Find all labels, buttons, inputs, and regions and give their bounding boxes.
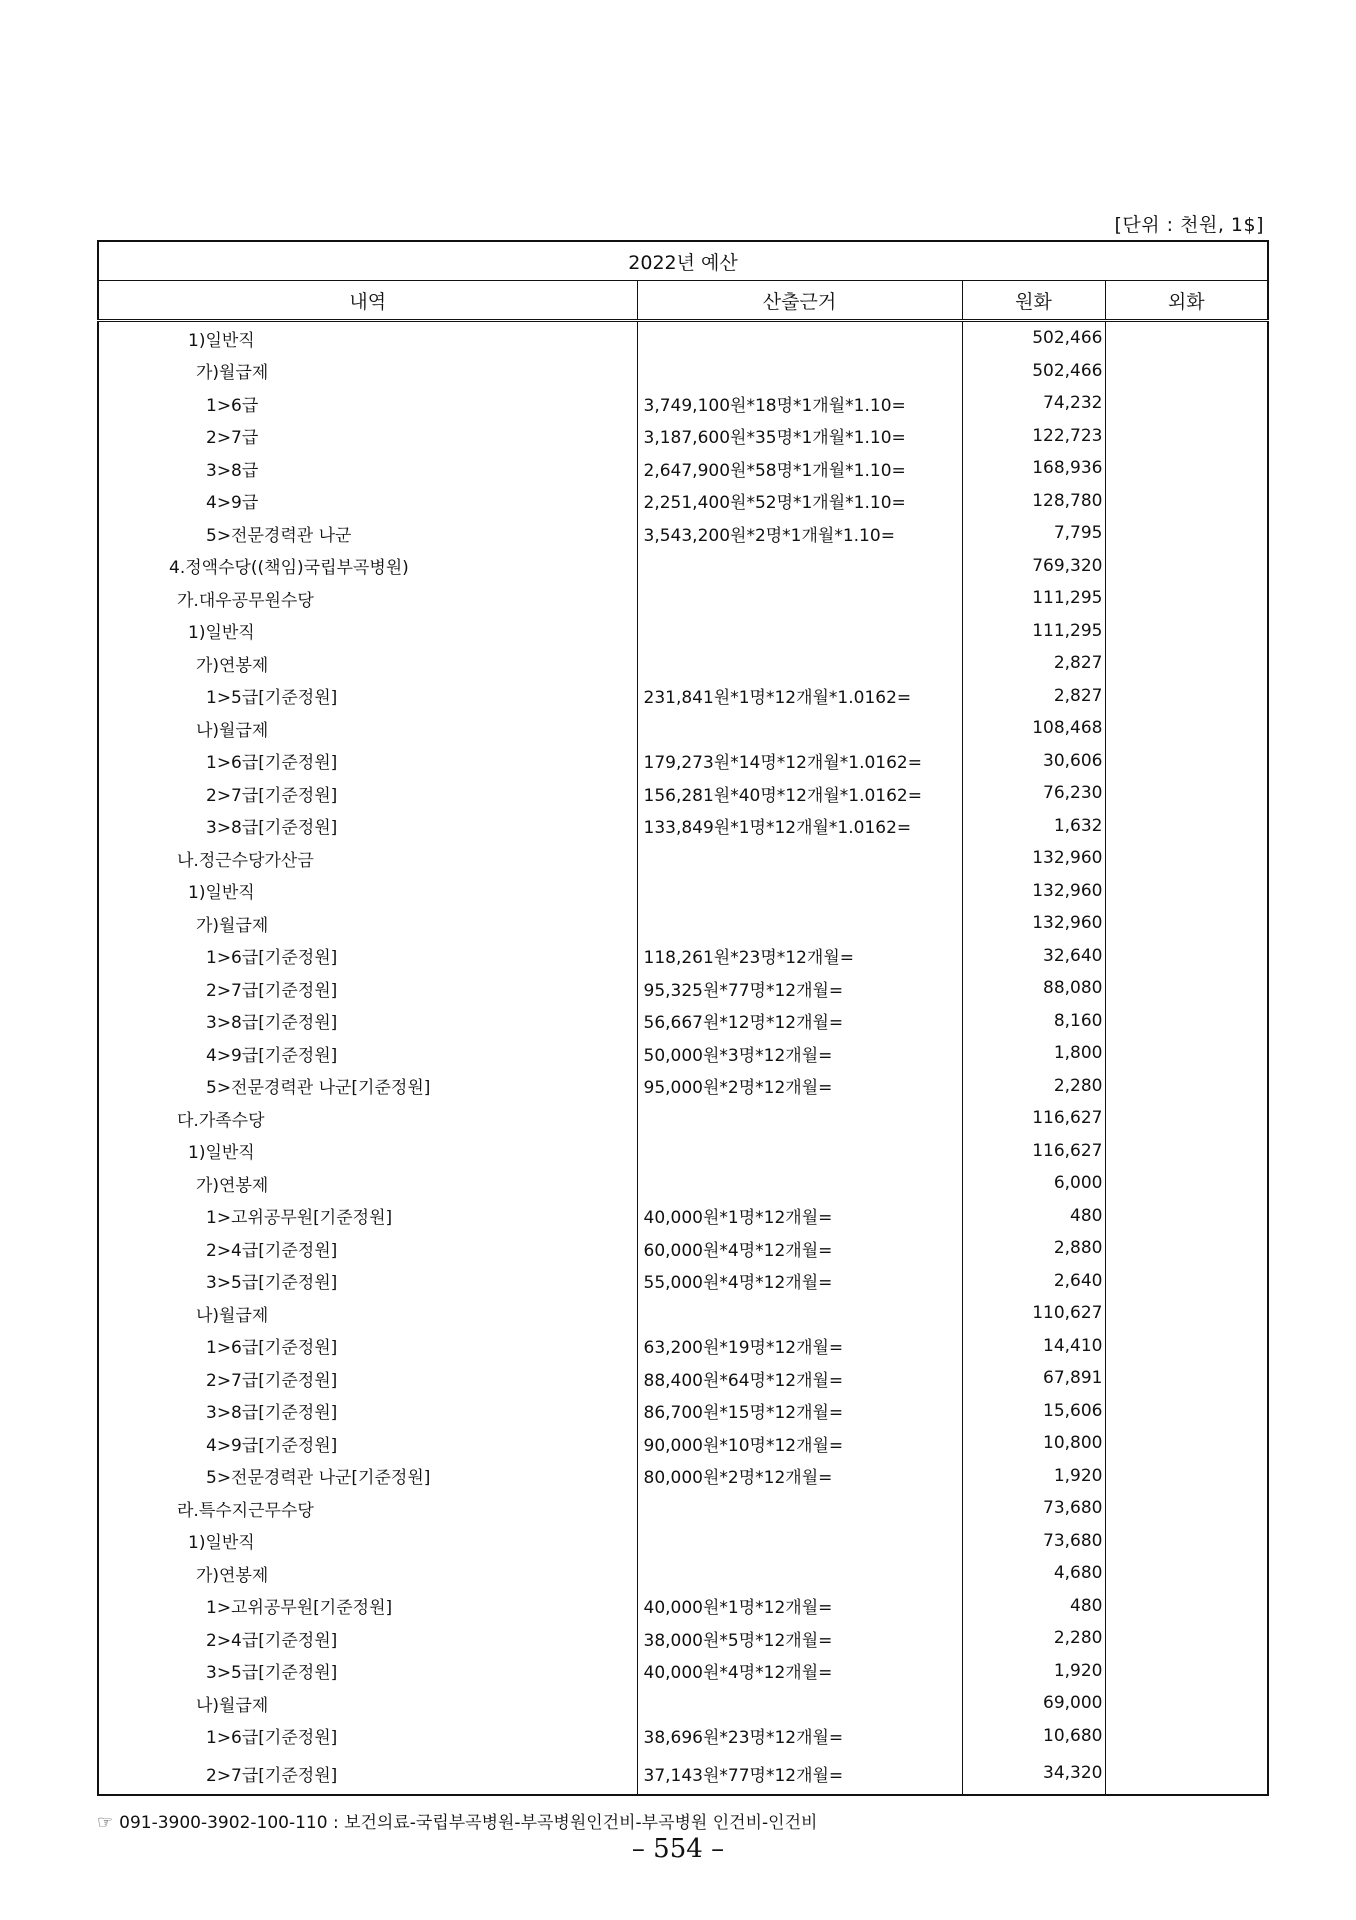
row-item: 1>6급 xyxy=(98,387,637,420)
row-foreign xyxy=(1105,1557,1268,1590)
row-basis xyxy=(637,615,962,648)
row-item: 1)일반직 xyxy=(98,1135,637,1168)
row-basis: 80,000원*2명*12개월= xyxy=(637,1460,962,1493)
row-basis xyxy=(637,907,962,940)
row-item: 1>6급[기준정원] xyxy=(98,745,637,778)
table-row xyxy=(98,1687,1268,1720)
row-item: 2>7급[기준정원] xyxy=(98,1752,637,1795)
table-row xyxy=(98,1655,1268,1688)
row-basis: 231,841원*1명*12개월*1.0162= xyxy=(637,680,962,713)
row-foreign xyxy=(1105,1655,1268,1688)
row-krw: 15,606 xyxy=(962,1395,1105,1428)
row-item: 1)일반직 xyxy=(98,875,637,908)
row-basis xyxy=(637,712,962,745)
row-basis: 95,000원*2명*12개월= xyxy=(637,1070,962,1103)
row-item: 2>7급[기준정원] xyxy=(98,1362,637,1395)
row-foreign xyxy=(1105,1232,1268,1265)
footer-note-text: 091-3900-3902-100-110 : 보건의료-국립부곡병원-부곡병원인건비-부곡병원 인건비-인건비 xyxy=(119,1813,818,1833)
row-foreign xyxy=(1105,777,1268,810)
row-basis: 37,143원*77명*12개월= xyxy=(637,1752,962,1795)
row-item: 4.정액수당((책임)국립부곡병원) xyxy=(98,550,637,583)
row-basis: 133,849원*1명*12개월*1.0162= xyxy=(637,810,962,843)
row-krw: 88,080 xyxy=(962,972,1105,1005)
row-basis: 40,000원*1명*12개월= xyxy=(637,1590,962,1623)
row-foreign xyxy=(1105,1525,1268,1558)
row-foreign xyxy=(1105,550,1268,583)
table-row xyxy=(98,615,1268,648)
row-foreign xyxy=(1105,1687,1268,1720)
row-krw: 1,632 xyxy=(962,810,1105,843)
unit-label: [단위 : 천원, 1$] xyxy=(1114,214,1264,236)
row-krw: 769,320 xyxy=(962,550,1105,583)
table-row xyxy=(98,1167,1268,1200)
table-row xyxy=(98,1492,1268,1525)
row-basis: 38,696원*23명*12개월= xyxy=(637,1720,962,1753)
row-basis: 2,251,400원*52명*1개월*1.10= xyxy=(637,485,962,518)
table-row xyxy=(98,1330,1268,1363)
row-basis xyxy=(637,842,962,875)
row-krw: 10,800 xyxy=(962,1427,1105,1460)
row-foreign xyxy=(1105,1590,1268,1623)
table-row xyxy=(98,387,1268,420)
row-foreign xyxy=(1105,1720,1268,1753)
row-foreign xyxy=(1105,321,1268,355)
row-krw: 32,640 xyxy=(962,940,1105,973)
row-basis: 56,667원*12명*12개월= xyxy=(637,1005,962,1038)
row-basis xyxy=(637,1687,962,1720)
row-krw: 132,960 xyxy=(962,907,1105,940)
row-basis: 88,400원*64명*12개월= xyxy=(637,1362,962,1395)
row-krw: 132,960 xyxy=(962,875,1105,908)
row-foreign xyxy=(1105,615,1268,648)
row-foreign xyxy=(1105,1427,1268,1460)
row-krw: 2,280 xyxy=(962,1070,1105,1103)
row-krw: 480 xyxy=(962,1200,1105,1233)
table-row xyxy=(98,875,1268,908)
row-foreign xyxy=(1105,1005,1268,1038)
row-krw: 132,960 xyxy=(962,842,1105,875)
budget-table xyxy=(97,240,1269,1796)
row-basis xyxy=(637,321,962,355)
row-krw: 73,680 xyxy=(962,1492,1105,1525)
table-body xyxy=(98,321,1268,1796)
table-row xyxy=(98,712,1268,745)
row-basis xyxy=(637,1297,962,1330)
row-foreign xyxy=(1105,1135,1268,1168)
table-row xyxy=(98,485,1268,518)
row-foreign xyxy=(1105,1330,1268,1363)
row-basis xyxy=(637,1135,962,1168)
row-item: 나)월급제 xyxy=(98,1297,637,1330)
row-basis: 118,261원*23명*12개월= xyxy=(637,940,962,973)
row-foreign xyxy=(1105,1297,1268,1330)
row-krw: 116,627 xyxy=(962,1135,1105,1168)
row-krw: 502,466 xyxy=(962,355,1105,388)
row-foreign xyxy=(1105,387,1268,420)
table-row xyxy=(98,1265,1268,1298)
row-basis: 3,749,100원*18명*1개월*1.10= xyxy=(637,387,962,420)
row-krw: 2,640 xyxy=(962,1265,1105,1298)
table-row xyxy=(98,1135,1268,1168)
row-krw: 30,606 xyxy=(962,745,1105,778)
table-row xyxy=(98,1720,1268,1753)
row-basis xyxy=(637,1167,962,1200)
table-row xyxy=(98,355,1268,388)
row-krw: 2,280 xyxy=(962,1622,1105,1655)
row-basis xyxy=(637,875,962,908)
row-foreign xyxy=(1105,907,1268,940)
row-item: 3>8급[기준정원] xyxy=(98,1005,637,1038)
table-row xyxy=(98,1557,1268,1590)
row-krw: 4,680 xyxy=(962,1557,1105,1590)
table-row xyxy=(98,1070,1268,1103)
row-item: 5>전문경력관 나군[기준정원] xyxy=(98,1460,637,1493)
row-krw: 7,795 xyxy=(962,517,1105,550)
row-item: 5>전문경력관 나군[기준정원] xyxy=(98,1070,637,1103)
row-basis: 3,543,200원*2명*1개월*1.10= xyxy=(637,517,962,550)
table-row xyxy=(98,1395,1268,1428)
row-basis: 63,200원*19명*12개월= xyxy=(637,1330,962,1363)
row-krw: 1,920 xyxy=(962,1460,1105,1493)
row-basis: 86,700원*15명*12개월= xyxy=(637,1395,962,1428)
row-item: 5>전문경력관 나군 xyxy=(98,517,637,550)
row-basis: 38,000원*5명*12개월= xyxy=(637,1622,962,1655)
row-foreign xyxy=(1105,1200,1268,1233)
row-item: 1)일반직 xyxy=(98,1525,637,1558)
row-item: 4>9급[기준정원] xyxy=(98,1427,637,1460)
table-row xyxy=(98,745,1268,778)
table-row xyxy=(98,907,1268,940)
table-row xyxy=(98,1427,1268,1460)
row-krw: 111,295 xyxy=(962,615,1105,648)
row-basis: 95,325원*77명*12개월= xyxy=(637,972,962,1005)
row-foreign xyxy=(1105,452,1268,485)
row-krw: 480 xyxy=(962,1590,1105,1623)
row-basis: 2,647,900원*58명*1개월*1.10= xyxy=(637,452,962,485)
row-item: 가.대우공무원수당 xyxy=(98,582,637,615)
row-basis xyxy=(637,582,962,615)
row-item: 2>7급[기준정원] xyxy=(98,972,637,1005)
footer-note xyxy=(97,1808,817,1833)
row-foreign xyxy=(1105,1492,1268,1525)
row-foreign xyxy=(1105,485,1268,518)
row-foreign xyxy=(1105,1622,1268,1655)
table-row xyxy=(98,1460,1268,1493)
header-item: 내역 xyxy=(98,281,637,321)
row-item: 1)일반직 xyxy=(98,615,637,648)
row-item: 3>5급[기준정원] xyxy=(98,1265,637,1298)
row-foreign xyxy=(1105,1265,1268,1298)
row-krw: 8,160 xyxy=(962,1005,1105,1038)
row-krw: 111,295 xyxy=(962,582,1105,615)
table-title-row xyxy=(98,241,1268,281)
row-foreign xyxy=(1105,420,1268,453)
row-foreign xyxy=(1105,940,1268,973)
table-row xyxy=(98,842,1268,875)
row-item: 4>9급[기준정원] xyxy=(98,1037,637,1070)
row-krw: 74,232 xyxy=(962,387,1105,420)
row-foreign xyxy=(1105,1102,1268,1135)
row-item: 가)월급제 xyxy=(98,907,637,940)
row-krw: 76,230 xyxy=(962,777,1105,810)
table-row xyxy=(98,1005,1268,1038)
row-item: 가)연봉제 xyxy=(98,1557,637,1590)
row-item: 2>7급 xyxy=(98,420,637,453)
table-row xyxy=(98,1200,1268,1233)
row-item: 4>9급 xyxy=(98,485,637,518)
row-item: 2>4급[기준정원] xyxy=(98,1622,637,1655)
row-krw: 69,000 xyxy=(962,1687,1105,1720)
row-item: 3>8급 xyxy=(98,452,637,485)
row-krw: 122,723 xyxy=(962,420,1105,453)
row-foreign xyxy=(1105,355,1268,388)
header-foreign: 외화 xyxy=(1105,281,1268,321)
table-row xyxy=(98,940,1268,973)
row-krw: 73,680 xyxy=(962,1525,1105,1558)
row-basis: 40,000원*4명*12개월= xyxy=(637,1655,962,1688)
row-foreign xyxy=(1105,1070,1268,1103)
table-row xyxy=(98,1102,1268,1135)
row-foreign xyxy=(1105,712,1268,745)
row-krw: 14,410 xyxy=(962,1330,1105,1363)
table-row xyxy=(98,647,1268,680)
row-krw: 67,891 xyxy=(962,1362,1105,1395)
row-krw: 116,627 xyxy=(962,1102,1105,1135)
row-foreign xyxy=(1105,842,1268,875)
row-foreign xyxy=(1105,517,1268,550)
row-foreign xyxy=(1105,647,1268,680)
row-foreign xyxy=(1105,1395,1268,1428)
row-basis: 40,000원*1명*12개월= xyxy=(637,1200,962,1233)
row-krw: 2,827 xyxy=(962,647,1105,680)
row-item: 2>7급[기준정원] xyxy=(98,777,637,810)
table-header-row xyxy=(98,281,1268,321)
row-foreign xyxy=(1105,1460,1268,1493)
table-row xyxy=(98,1622,1268,1655)
page-number: – 554 – xyxy=(631,1834,725,1864)
row-item: 가)연봉제 xyxy=(98,647,637,680)
row-basis: 50,000원*3명*12개월= xyxy=(637,1037,962,1070)
table-row xyxy=(98,1590,1268,1623)
row-krw: 110,627 xyxy=(962,1297,1105,1330)
row-krw: 34,320 xyxy=(962,1752,1105,1795)
row-basis xyxy=(637,355,962,388)
table-row xyxy=(98,452,1268,485)
table-row xyxy=(98,1752,1268,1795)
table-row xyxy=(98,810,1268,843)
row-krw: 10,680 xyxy=(962,1720,1105,1753)
table-row xyxy=(98,1037,1268,1070)
row-basis xyxy=(637,647,962,680)
row-foreign xyxy=(1105,972,1268,1005)
table-row xyxy=(98,321,1268,355)
header-basis: 산출근거 xyxy=(637,281,962,321)
table-row xyxy=(98,680,1268,713)
row-item: 가)연봉제 xyxy=(98,1167,637,1200)
row-basis xyxy=(637,1492,962,1525)
row-basis: 90,000원*10명*12개월= xyxy=(637,1427,962,1460)
row-basis: 55,000원*4명*12개월= xyxy=(637,1265,962,1298)
table-row xyxy=(98,972,1268,1005)
row-item: 3>8급[기준정원] xyxy=(98,1395,637,1428)
row-basis xyxy=(637,550,962,583)
table-title: 2022년 예산 xyxy=(98,241,1268,281)
row-basis: 156,281원*40명*12개월*1.0162= xyxy=(637,777,962,810)
row-item: 나)월급제 xyxy=(98,1687,637,1720)
row-item: 3>5급[기준정원] xyxy=(98,1655,637,1688)
row-foreign xyxy=(1105,1362,1268,1395)
row-krw: 108,468 xyxy=(962,712,1105,745)
row-basis: 60,000원*4명*12개월= xyxy=(637,1232,962,1265)
row-basis: 3,187,600원*35명*1개월*1.10= xyxy=(637,420,962,453)
row-item: 1>고위공무원[기준정원] xyxy=(98,1200,637,1233)
table-row xyxy=(98,582,1268,615)
table-row xyxy=(98,1525,1268,1558)
row-item: 1)일반직 xyxy=(98,321,637,355)
row-item: 2>4급[기준정원] xyxy=(98,1232,637,1265)
row-item: 나.정근수당가산금 xyxy=(98,842,637,875)
row-krw: 6,000 xyxy=(962,1167,1105,1200)
row-item: 다.가족수당 xyxy=(98,1102,637,1135)
table-row xyxy=(98,777,1268,810)
row-item: 1>5급[기준정원] xyxy=(98,680,637,713)
row-item: 라.특수지근무수당 xyxy=(98,1492,637,1525)
pointing-hand-icon: ☞ xyxy=(97,1812,114,1833)
table-row xyxy=(98,1232,1268,1265)
row-krw: 1,800 xyxy=(962,1037,1105,1070)
table-row xyxy=(98,1297,1268,1330)
row-basis xyxy=(637,1102,962,1135)
row-item: 1>6급[기준정원] xyxy=(98,1330,637,1363)
row-foreign xyxy=(1105,680,1268,713)
row-item: 1>6급[기준정원] xyxy=(98,1720,637,1753)
header-krw: 원화 xyxy=(962,281,1105,321)
table-row xyxy=(98,420,1268,453)
row-foreign xyxy=(1105,1752,1268,1795)
row-foreign xyxy=(1105,875,1268,908)
row-krw: 2,880 xyxy=(962,1232,1105,1265)
row-foreign xyxy=(1105,1037,1268,1070)
row-item: 3>8급[기준정원] xyxy=(98,810,637,843)
row-krw: 1,920 xyxy=(962,1655,1105,1688)
row-item: 1>6급[기준정원] xyxy=(98,940,637,973)
table-row xyxy=(98,1362,1268,1395)
table-row xyxy=(98,517,1268,550)
row-foreign xyxy=(1105,810,1268,843)
row-basis: 179,273원*14명*12개월*1.0162= xyxy=(637,745,962,778)
row-basis xyxy=(637,1525,962,1558)
row-krw: 502,466 xyxy=(962,321,1105,355)
row-krw: 128,780 xyxy=(962,485,1105,518)
row-item: 나)월급제 xyxy=(98,712,637,745)
row-foreign xyxy=(1105,582,1268,615)
row-krw: 168,936 xyxy=(962,452,1105,485)
row-foreign xyxy=(1105,745,1268,778)
row-item: 가)월급제 xyxy=(98,355,637,388)
row-item: 1>고위공무원[기준정원] xyxy=(98,1590,637,1623)
table-row xyxy=(98,550,1268,583)
row-foreign xyxy=(1105,1167,1268,1200)
row-krw: 2,827 xyxy=(962,680,1105,713)
row-basis xyxy=(637,1557,962,1590)
